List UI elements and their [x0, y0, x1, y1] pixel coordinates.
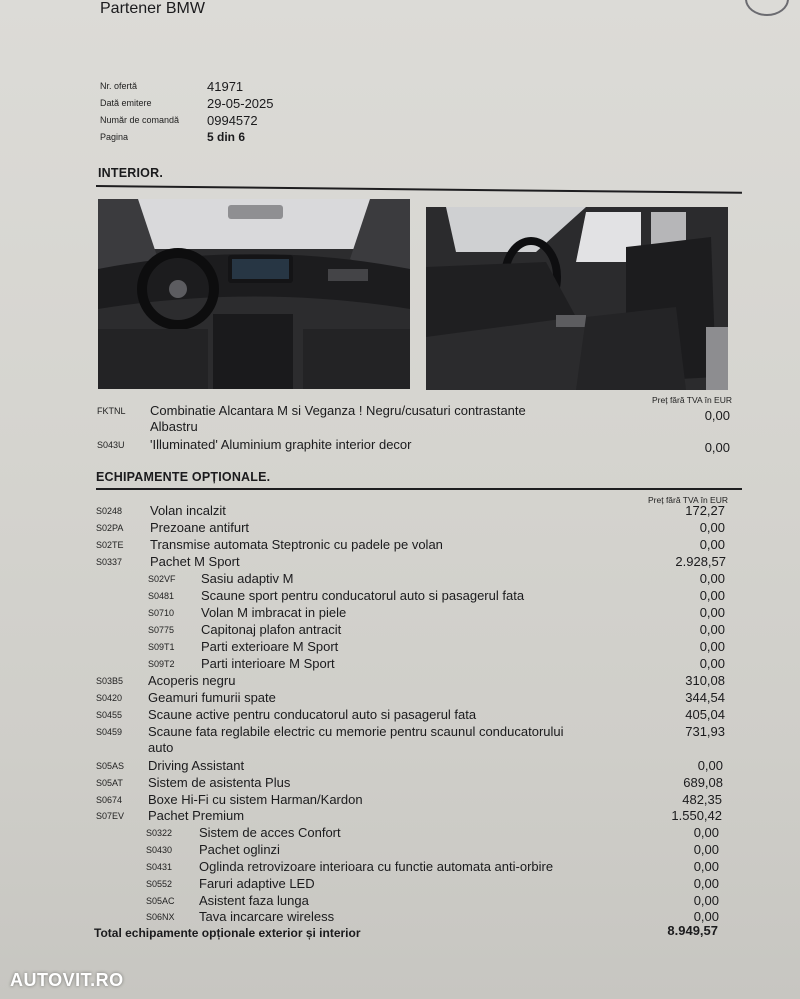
- table-row: [0, 571, 800, 589]
- table-row: [0, 588, 800, 606]
- item-description-cont: Albastru: [150, 419, 198, 434]
- item-code: S0710: [148, 608, 175, 618]
- item-price: 0,00: [699, 656, 725, 671]
- item-code: S05AC: [146, 896, 175, 906]
- item-price: 0,00: [699, 605, 725, 620]
- issue-date: 29-05-2025: [207, 96, 274, 111]
- item-price: 0,00: [693, 909, 719, 924]
- table-row: [0, 537, 800, 555]
- item-code: S02VF: [148, 574, 176, 584]
- table-row: [0, 825, 800, 843]
- interior-divider: [96, 185, 742, 194]
- issue-date-label: Dată emitere: [100, 98, 152, 108]
- table-row: [0, 724, 800, 755]
- order-number: 0994572: [207, 113, 258, 128]
- item-code: S0322: [146, 828, 173, 838]
- item-price: 0,00: [697, 758, 723, 773]
- item-code: S0431: [146, 862, 173, 872]
- item-description: Volan M imbracat in piele: [201, 605, 347, 620]
- item-price: 482,35: [682, 792, 722, 807]
- table-row: [0, 656, 800, 674]
- item-price: 0,00: [693, 893, 719, 908]
- table-row: [0, 707, 800, 725]
- item-code: S06NX: [146, 912, 175, 922]
- interior-title: INTERIOR.: [98, 166, 163, 180]
- item-price: 405,04: [685, 707, 725, 722]
- item-code: S0481: [148, 591, 175, 601]
- item-price: 731,93: [685, 724, 725, 739]
- item-code: S0674: [96, 795, 123, 805]
- item-description: Pachet Premium: [148, 808, 245, 823]
- item-description: Parti exterioare M Sport: [201, 639, 339, 654]
- item-description: Capitonaj plafon antracit: [201, 622, 342, 637]
- item-price: 0,00: [699, 537, 725, 552]
- item-description: Driving Assistant: [148, 758, 245, 773]
- item-description: Prezoane antifurt: [150, 520, 250, 535]
- watermark-logo: AUTOVIT.RO: [10, 970, 124, 990]
- item-description: Asistent faza lunga: [199, 893, 309, 908]
- item-code: S02TE: [96, 540, 124, 550]
- item-description: Scaune fata reglabile electric cu memorie pentru scaunul conducatorului: [148, 724, 564, 739]
- item-price: 689,08: [683, 775, 723, 790]
- offer-number: 41971: [207, 79, 244, 94]
- item-code: S043U: [97, 440, 125, 450]
- table-row: [0, 673, 800, 691]
- item-description: Combinatie Alcantara M si Veganza ! Negru/cusaturi contrastante: [150, 403, 526, 418]
- page-number: 5 din 6: [207, 130, 246, 144]
- item-price: 0,00: [699, 571, 725, 586]
- item-price: 0,00: [693, 842, 719, 857]
- item-price: 0,00: [693, 859, 719, 874]
- item-description: Sistem de acces Confort: [199, 825, 341, 840]
- item-description: Oglinda retrovizoare interioara cu functie automata anti-orbire: [199, 859, 554, 874]
- item-code: FKTNL: [97, 406, 126, 416]
- table-row: [0, 520, 800, 538]
- item-price: 2.928,57: [675, 554, 726, 569]
- item-description: 'Illuminated' Aluminium graphite interior decor: [150, 437, 412, 452]
- dealer-name: Partener BMW: [100, 0, 205, 17]
- item-description: Boxe Hi-Fi cu sistem Harman/Kardon: [148, 792, 363, 807]
- item-code: S0459: [96, 727, 123, 737]
- item-code: S0775: [148, 625, 175, 635]
- item-description: Parti interioare M Sport: [201, 656, 335, 671]
- interior-side-photo: [426, 207, 728, 390]
- item-price: 0,00: [699, 622, 725, 637]
- item-price: 0,00: [704, 408, 730, 423]
- item-code: S09T1: [148, 642, 175, 652]
- item-price: 0,00: [693, 876, 719, 891]
- table-row: [0, 775, 800, 793]
- item-description: Scaune active pentru conducatorul auto si pasagerul fata: [148, 707, 477, 722]
- offer-number-label: Nr. ofertă: [100, 81, 138, 91]
- order-number-label: Număr de comandă: [100, 115, 180, 125]
- item-description: Scaune sport pentru conducatorul auto si pasagerul fata: [201, 588, 525, 603]
- table-row: [0, 622, 800, 640]
- item-description: Sasiu adaptiv M: [201, 571, 294, 586]
- item-code: S09T2: [148, 659, 175, 669]
- item-code: S0337: [96, 557, 123, 567]
- item-price: 0,00: [704, 440, 730, 455]
- optional-divider: [96, 488, 742, 490]
- bmw-logo-icon: [745, 0, 789, 16]
- item-code: S0420: [96, 693, 123, 703]
- item-description-cont: auto: [148, 740, 174, 755]
- table-row: [0, 605, 800, 623]
- item-description: Pachet M Sport: [150, 554, 240, 569]
- table-row: [0, 503, 800, 521]
- table-row: [0, 842, 800, 860]
- item-price: 1.550,42: [671, 808, 722, 823]
- optional-price-header: Preț fără TVA în EUR: [648, 495, 728, 505]
- item-price: 344,54: [685, 690, 725, 705]
- interior-dashboard-photo: [98, 199, 410, 389]
- table-row: [0, 876, 800, 894]
- item-code: S07EV: [96, 811, 125, 821]
- item-description: Tava incarcare wireless: [199, 909, 335, 924]
- interior-row: [0, 437, 800, 455]
- item-code: S0552: [146, 879, 173, 889]
- item-description: Geamuri fumurii spate: [148, 690, 276, 705]
- interior-row: [0, 403, 800, 434]
- table-row: [0, 808, 800, 826]
- table-row: [0, 859, 800, 877]
- total-value: 8.949,57: [667, 923, 718, 938]
- table-row: [0, 758, 800, 776]
- item-price: 172,27: [685, 503, 725, 518]
- item-code: S0248: [96, 506, 123, 516]
- page-label: Pagina: [100, 132, 129, 142]
- table-row: [0, 639, 800, 657]
- item-description: Transmise automata Steptronic cu padele pe volan: [150, 537, 443, 552]
- item-code: S03B5: [96, 676, 124, 686]
- item-price: 0,00: [699, 520, 725, 535]
- item-code: S0455: [96, 710, 123, 720]
- item-code: S05AS: [96, 761, 125, 771]
- item-description: Faruri adaptive LED: [199, 876, 315, 891]
- item-price: 0,00: [699, 588, 725, 603]
- table-row: [0, 690, 800, 708]
- item-code: S02PA: [96, 523, 124, 533]
- item-code: S0430: [146, 845, 173, 855]
- table-row: [0, 554, 800, 572]
- item-price: 310,08: [685, 673, 725, 688]
- total-label: Total echipamente opționale exterior și interior: [94, 926, 361, 940]
- optional-title: ECHIPAMENTE OPȚIONALE.: [96, 470, 271, 484]
- item-price: 0,00: [699, 639, 725, 654]
- item-description: Acoperis negru: [148, 673, 236, 688]
- item-code: S05AT: [96, 778, 123, 788]
- item-price: 0,00: [693, 825, 719, 840]
- item-description: Sistem de asistenta Plus: [148, 775, 291, 790]
- item-description: Pachet oglinzi: [199, 842, 280, 857]
- interior-price-header: Preț fără TVA în EUR: [652, 395, 732, 405]
- item-description: Volan incalzit: [150, 503, 226, 518]
